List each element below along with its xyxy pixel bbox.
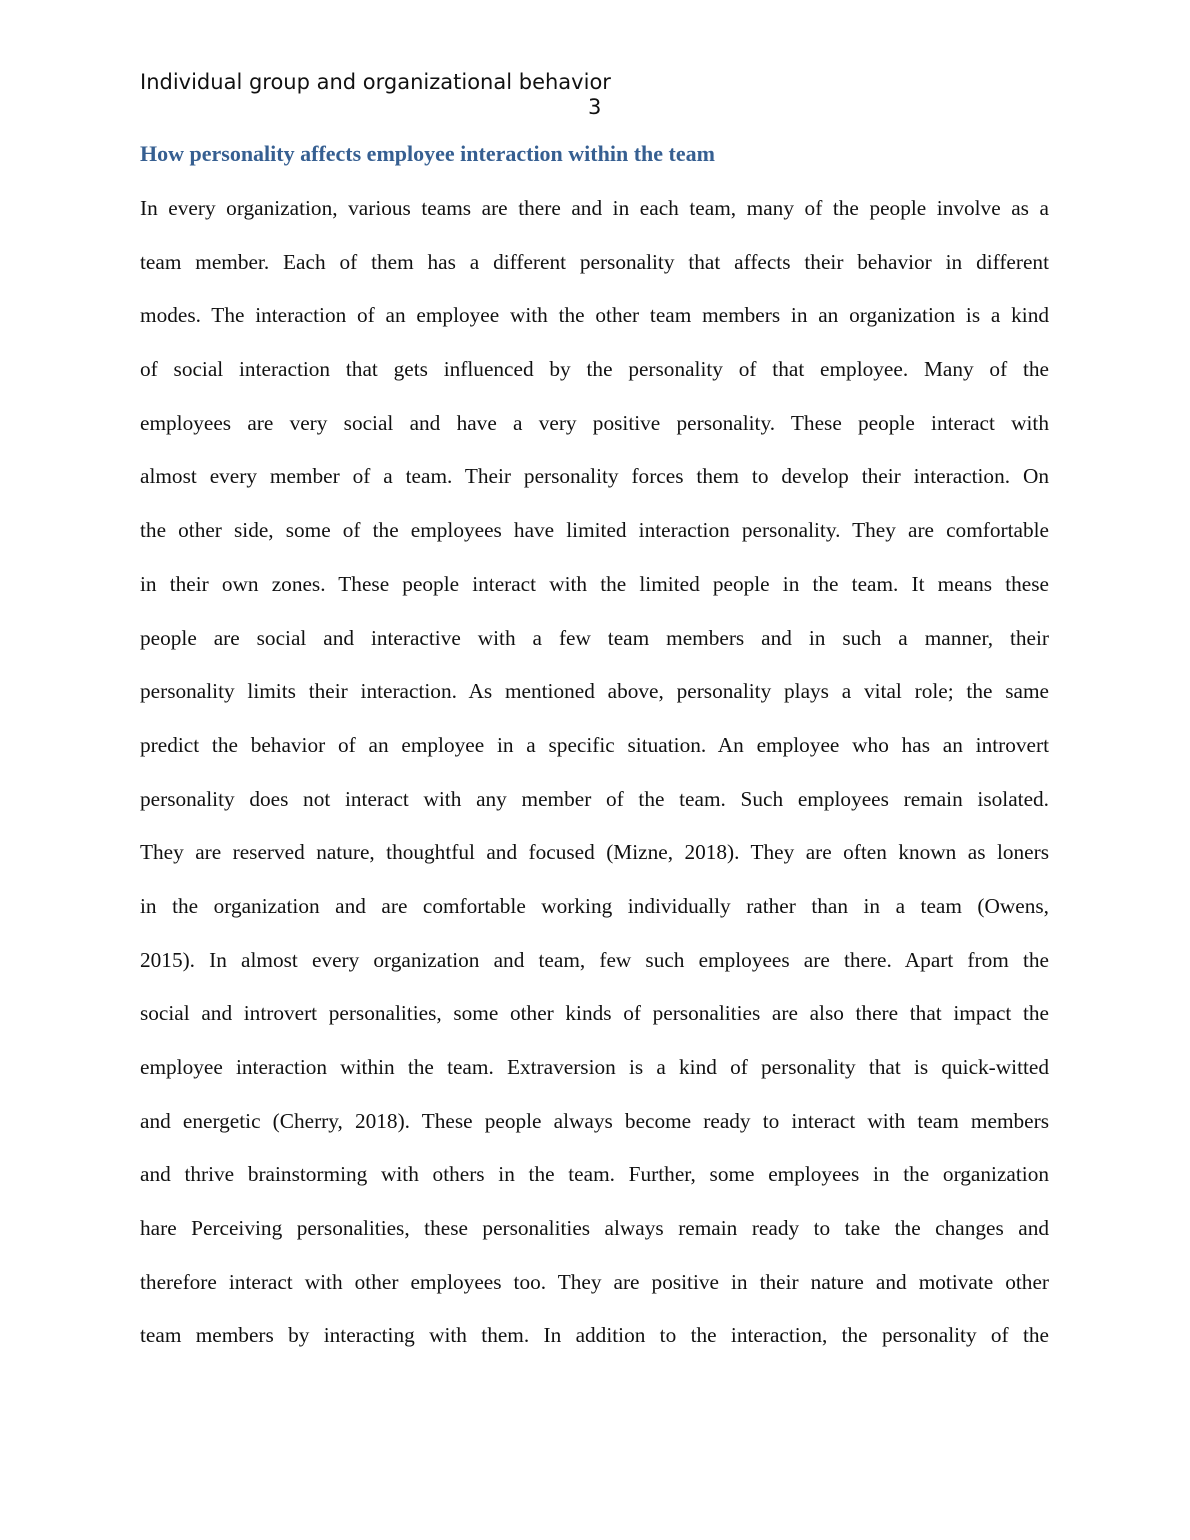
page-number: 3 bbox=[588, 95, 602, 119]
paragraph-line: 2015). In almost every organization and team, few such employees are there. Apart from the bbox=[140, 947, 1049, 972]
paragraph-line: social and introvert personalities, some other kinds of personalities are also there that impact the bbox=[140, 1001, 1049, 1026]
paragraph-line: almost every member of a team. Their personality forces them to develop their interaction. On bbox=[140, 464, 1049, 489]
paragraph-line: personality does not interact with any member of the team. Such employees remain isolated. bbox=[140, 786, 1049, 811]
paragraph-line: the other side, some of the employees have limited interaction personality. They are comfortable bbox=[140, 518, 1049, 543]
paragraph-line: and thrive brainstorming with others in the team. Further, some employees in the organization bbox=[140, 1162, 1049, 1187]
paragraph-line: employees are very social and have a very positive personality. These people interact with bbox=[140, 410, 1049, 435]
paragraph-line: in the organization and are comfortable working individually rather than in a team (Owens, bbox=[140, 893, 1049, 918]
paragraph-line: employee interaction within the team. Extraversion is a kind of personality that is quick-witted bbox=[140, 1055, 1049, 1079]
paragraph-line: hare Perceiving personalities, these personalities always remain ready to take the changes and bbox=[140, 1216, 1049, 1241]
paragraph-line: modes. The interaction of an employee with the other team members in an organization is a kind bbox=[140, 303, 1049, 328]
paragraph-line: and energetic (Cherry, 2018). These people always become ready to interact with team members bbox=[140, 1108, 1049, 1133]
paragraph-line: of social interaction that gets influenced by the personality of that employee. Many of the bbox=[140, 357, 1049, 382]
paragraph-line: They are reserved nature, thoughtful and focused (Mizne, 2018). They are often known as loners bbox=[140, 840, 1049, 865]
paragraph-line: therefore interact with other employees too. They are positive in their nature and motivate other bbox=[140, 1269, 1049, 1294]
paragraph-line: team members by interacting with them. In addition to the interaction, the personality of the bbox=[140, 1323, 1049, 1348]
running-header-title: Individual group and organizational behavior bbox=[140, 70, 611, 94]
paragraph-line: people are social and interactive with a few team members and in such a manner, their bbox=[140, 625, 1049, 650]
paragraph-line: in their own zones. These people interact with the limited people in the team. It means these bbox=[140, 571, 1049, 596]
section-heading: How personality affects employee interaction within the team bbox=[140, 141, 715, 166]
paragraph-line: predict the behavior of an employee in a specific situation. An employee who has an introvert bbox=[140, 732, 1049, 757]
paragraph-line: team member. Each of them has a different personality that affects their behavior in different bbox=[140, 249, 1049, 274]
body-paragraph bbox=[140, 193, 1049, 1374]
paragraph-line: In every organization, various teams are there and in each team, many of the people involve as a bbox=[140, 196, 1049, 220]
paragraph-line: personality limits their interaction. As mentioned above, personality plays a vital role; the same bbox=[140, 679, 1049, 704]
